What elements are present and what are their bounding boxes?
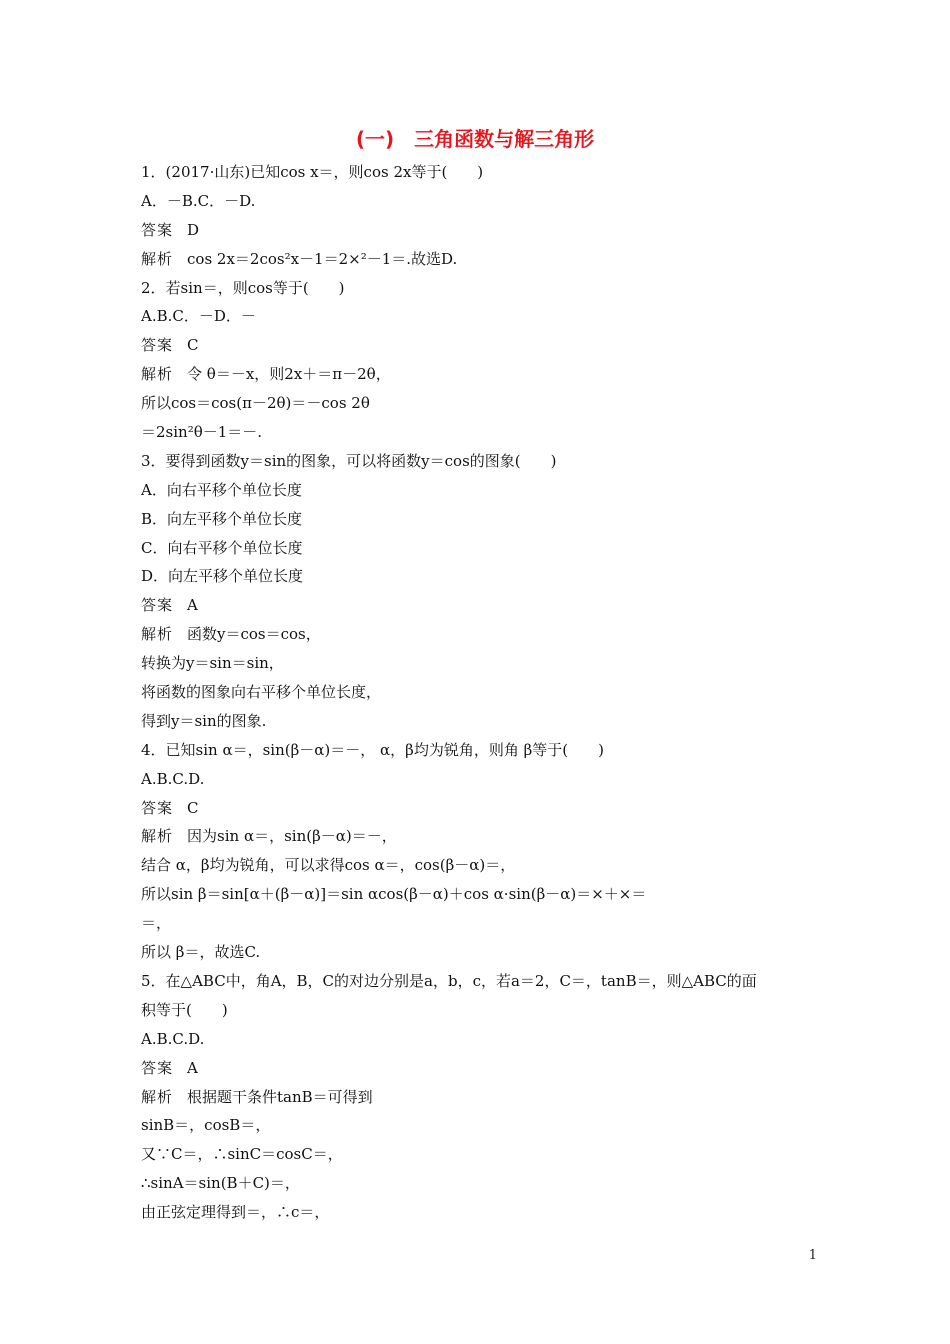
text-line: ∴sinA＝sin(B＋C)＝， [141, 1174, 300, 1193]
analysis-text: 根据题干条件tanB＝可得到 [187, 1087, 373, 1106]
answer-line [141, 216, 811, 245]
text-line: 结合 α，β均为锐角，可以求得cos α＝，cos(β－α)＝， [141, 856, 516, 875]
text-line: D．向左平移个单位长度 [141, 567, 304, 586]
answer-line [141, 331, 811, 360]
text-line: sinB＝，cosB＝， [141, 1116, 271, 1135]
answer-label: 答案 [141, 798, 174, 817]
text-line: A.B.C.D. [141, 769, 205, 788]
text-line: ＝2sin²θ－1＝－. [141, 423, 263, 442]
text-line: 2．若sin＝，则cos等于( ) [141, 278, 345, 297]
text-line: ＝， [141, 914, 172, 933]
text-line: 将函数的图象向右平移个单位长度， [141, 683, 382, 702]
analysis-label: 解析 [141, 1087, 174, 1106]
answer-text: C [187, 336, 199, 355]
analysis-label: 解析 [141, 827, 174, 846]
document-body [141, 158, 811, 1227]
page-number: 1 [808, 1248, 817, 1263]
analysis-label: 解析 [141, 365, 174, 384]
text-line: 又∵C＝，∴sinC＝cosC＝， [141, 1145, 343, 1164]
answer-line [141, 1054, 811, 1083]
answer-label: 答案 [141, 220, 174, 239]
text-line: 5．在△ABC中，角A，B，C的对边分别是a，b，c，若a＝2，C＝，tanB＝，则△ABC的面 [141, 971, 757, 990]
analysis-line [141, 360, 811, 389]
text-line: A．－B.C．－D. [141, 191, 256, 210]
text-line: 由正弦定理得到＝，∴c＝， [141, 1203, 330, 1222]
analysis-line [141, 620, 811, 649]
text-line: A.B.C.D. [141, 1029, 205, 1048]
text-line: 积等于( ) [141, 1000, 228, 1019]
answer-line [141, 591, 811, 620]
text-line: A．向右平移个单位长度 [141, 480, 302, 499]
text-line: 1．(2017·山东)已知cos x＝，则cos 2x等于( ) [141, 163, 484, 181]
answer-text: C [187, 798, 199, 817]
answer-line [141, 794, 811, 823]
text-line: 所以 β＝，故选C. [141, 943, 261, 962]
answer-text: D [187, 220, 200, 239]
analysis-line [141, 822, 811, 851]
analysis-label: 解析 [141, 249, 174, 268]
analysis-text: 函数y＝cos＝cos， [187, 625, 321, 644]
answer-label: 答案 [141, 596, 174, 615]
analysis-line [141, 245, 811, 274]
text-line: 转换为y＝sin＝sin， [141, 654, 284, 673]
text-line: 所以sin β＝sin[α＋(β－α)]＝sin αcos(β－α)＋cos α·sin(β－α)＝×＋×＝ [141, 885, 647, 904]
answer-label: 答案 [141, 1058, 174, 1077]
text-line: 4．已知sin α＝，sin(β－α)＝－， α，β均为锐角，则角 β等于( ) [141, 740, 604, 759]
answer-text: A [187, 1058, 198, 1077]
analysis-text: 令 θ＝－x，则2x＋＝π－2θ， [187, 365, 391, 384]
analysis-line [141, 1083, 811, 1112]
text-line: C．向右平移个单位长度 [141, 538, 303, 557]
text-line: B．向左平移个单位长度 [141, 509, 303, 528]
text-line: 得到y＝sin的图象. [141, 711, 267, 730]
analysis-text: 因为sin α＝，sin(β－α)＝－， [187, 827, 397, 846]
answer-text: A [187, 596, 198, 615]
text-line: 3．要得到函数y＝sin的图象，可以将函数y＝cos的图象( ) [141, 451, 557, 470]
page-title: (一) 三角函数与解三角形 [355, 127, 595, 151]
text-line: A.B.C．－D．－ [141, 307, 256, 326]
analysis-label: 解析 [141, 625, 174, 644]
answer-label: 答案 [141, 336, 174, 355]
analysis-text: cos 2x＝2cos²x－1＝2×²－1＝.故选D. [187, 249, 458, 268]
text-line: 所以cos＝cos(π－2θ)＝－cos 2θ [141, 394, 370, 413]
